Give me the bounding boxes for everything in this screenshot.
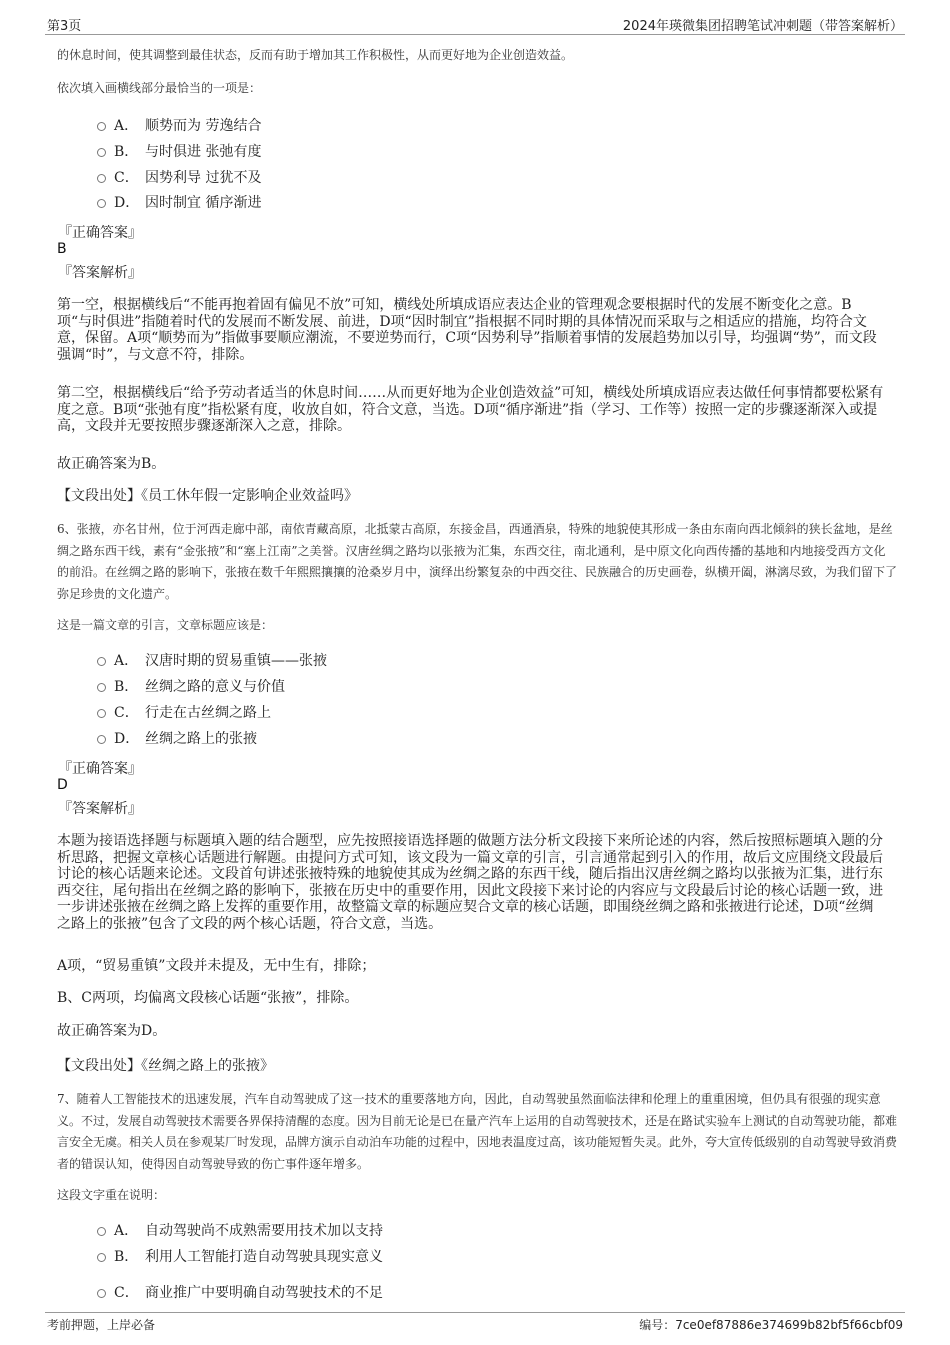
q5-analysis-p3: 故正确答案为B。 [57, 456, 166, 472]
footer-slogan: 考前押题，上岸必备 [47, 1318, 156, 1332]
radio-icon[interactable] [97, 122, 106, 131]
radio-icon[interactable] [97, 683, 106, 692]
q5-answer: B [57, 241, 67, 257]
q7-prompt: 这段文字重在说明： [57, 1188, 166, 1202]
q7-stem: 7、随着人工智能技术的迅速发展，汽车自动驾驶成了这一技术的重要落地方向，因此，自动驾驶虽然面临法律和伦理上的重重困境，但仍具有很强的现实意义。不过，发展自动驾驶技术需要各界保持清醒的态度。因为目前无论是已在量产汽车上运用的自动驾驶技术，还是在路试实验车上测试的自动驾驶功能，都难言安全无虞。相关人员在参观某厂时发现，品牌方演示自动泊车功能的过程中，因地表温度过高，该功能短暂失灵。此外，夸大宣传低级别的自动驾驶导致消费者的错误认知，使得因自动驾驶导致的伤亡事件逐年增多。 [57, 1092, 898, 1171]
radio-icon[interactable] [97, 1227, 106, 1236]
page-footer [45, 1312, 905, 1333]
q6-answer-label: 『正确答案』 [58, 761, 142, 777]
radio-icon[interactable] [97, 709, 106, 718]
footer-serial: 编号：7ce0ef87886e374699b82bf5f66cbf09 [639, 1318, 903, 1332]
q6-answer: D [57, 777, 68, 793]
q6-prompt: 这是一篇文章的引言，文章标题应该是： [57, 618, 274, 632]
page-number: 第3页 [47, 19, 82, 34]
q6-analysis-p2: A项，“贸易重镇”文段并未提及，无中生有，排除； [57, 958, 376, 974]
q5-answer-label: 『正确答案』 [58, 225, 142, 241]
q5-analysis-p1: 第一空，根据横线后“不能再抱着固有偏见不放”可知，横线处所填成语应表达企业的管理观念要根据时代的发展不断变化之意。B项“与时俱进”指随着时代的发展而不断发展、前进，D项“因时制宜”指根据不同时期的具体情况而采取与之相适应的措施，均符合文意，保留。A项“顺势而为”指做事要顺应潮流，不要逆势而行，C项“因势利导”指顺着事情的发展趋势加以引导，均强调“势”，而文段强调“时”，与文意不符，排除。 [57, 297, 877, 363]
q6-stem: 6、张掖，亦名甘州，位于河西走廊中部，南依青藏高原，北抵蒙古高原，东接金昌，西通酒泉，特殊的地貌使其形成一条由东南向西北倾斜的狭长盆地，是丝绸之路东西干线，素有“金张掖”和“塞上江南”之美誉。汉唐丝绸之路均以张掖为汇集，东西交往，南北通利，是中原文化向西传播的基地和内地接受西方文化的前沿。在丝绸之路的影响下，张掖在数千年熙熙攘攘的沧桑岁月中，演绎出纷繁复杂的中西交往、民族融合的历史画卷，纵横开阖，淋漓尽致，为我们留下了弥足珍贵的文化遗产。 [57, 522, 898, 601]
q5-prompt: 依次填入画横线部分最恰当的一项是： [57, 81, 262, 95]
document-title: 2024年瑛微集团招聘笔试冲刺题（带答案解析） [622, 19, 903, 34]
radio-icon[interactable] [97, 1253, 106, 1262]
radio-icon[interactable] [97, 174, 106, 183]
page-header [45, 12, 905, 35]
q6-analysis-p1: 本题为接语选择题与标题填入题的结合题型，应先按照接语选择题的做题方法分析文段接下来所论述的内容，然后按照标题填入题的分析思路，把握文章核心话题进行解题。由提问方式可知，该文段为一篇文章的引言，引言通常起到引入的作用，故后文应围绕文段最后讨论的核心话题来论述。文段首句讲述张掖特殊的地貌使其成为丝绸之路的东西干线，随后指出汉唐丝绸之路均以张掖为汇集，进行东西交往，尾句指出在丝绸之路的影响下，张掖在历史中的重要作用，因此文段接下来讨论的内容应与文段最后讨论的核心话题一致，进一步讲述张掖在丝绸之路上发挥的重要作用，故整篇文章的标题应契合文章的核心话题，即围绕丝绸之路和张掖进行论述，D项“丝绸之路上的张掖”包含了文段的两个核心话题，符合文意，当选。 [57, 833, 883, 932]
radio-icon[interactable] [97, 735, 106, 744]
q5-analysis-label: 『答案解析』 [58, 265, 142, 281]
q5-intro-tail: 的休息时间，使其调整到最佳状态，反而有助于增加其工作积极性，从而更好地为企业创造效益。 [57, 48, 574, 62]
radio-icon[interactable] [97, 199, 106, 208]
q5-analysis-p2: 第二空，根据横线后“给予劳动者适当的休息时间……从而更好地为企业创造效益”可知，横线处所填成语应表达做任何事情都要松紧有度之意。B项“张弛有度”指松紧有度，收放自如，符合文意，当选。D项“循序渐进”指（学习、工作等）按照一定的步骤逐渐深入或提高，文段并无要按照步骤逐渐深入之意，排除。 [57, 385, 884, 434]
q6-source: 【文段出处】《丝绸之路上的张掖》 [57, 1058, 274, 1074]
q6-analysis-p3: B、C两项，均偏离文段核心话题“张掖”，排除。 [57, 990, 359, 1006]
q6-analysis-label: 『答案解析』 [58, 801, 142, 817]
radio-icon[interactable] [97, 657, 106, 666]
q5-source: 【文段出处】《员工休年假一定影响企业效益吗》 [57, 488, 358, 504]
radio-icon[interactable] [97, 1289, 106, 1298]
radio-icon[interactable] [97, 148, 106, 157]
q6-analysis-p4: 故正确答案为D。 [57, 1023, 167, 1039]
